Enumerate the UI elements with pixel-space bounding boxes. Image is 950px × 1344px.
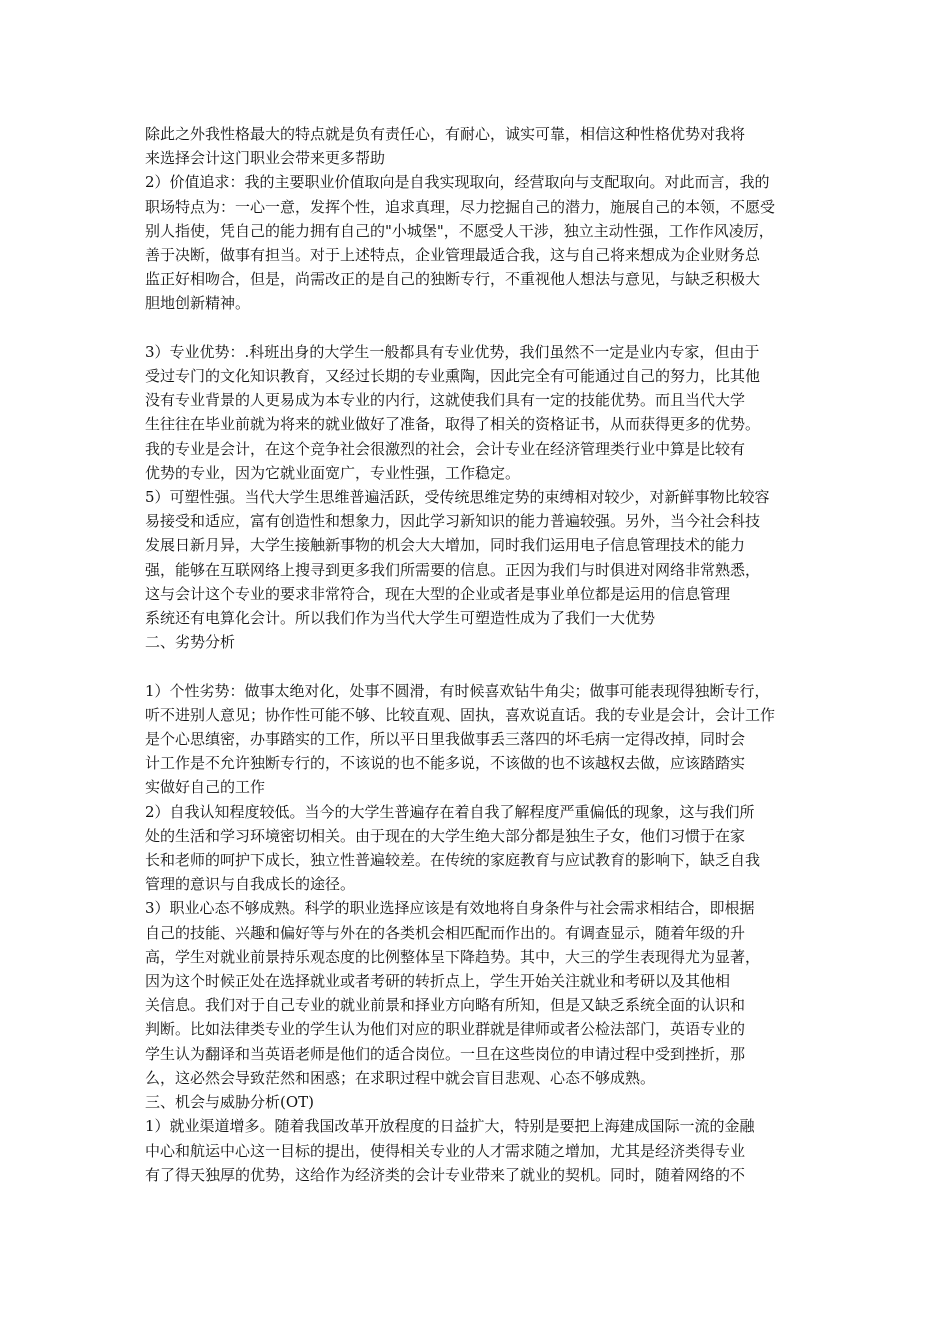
- blank-line: [145, 316, 815, 340]
- text-line: 3）职业心态不够成熟。科学的职业选择应该是有效地将自身条件与社会需求相结合，即根据: [145, 899, 755, 918]
- text-line: 受过专门的文化知识教育，又经过长期的专业熏陶，因此完全有可能通过自己的努力，比其他: [145, 367, 761, 386]
- text-line: 2）自我认知程度较低。当今的大学生普遍存在着自我了解程度严重偏低的现象，这与我们所: [145, 802, 755, 821]
- text-line: 这与会计这个专业的要求非常符合，现在大型的企业或者是事业单位都是运用的信息管理: [145, 584, 731, 603]
- text-line: 系统还有电算化会计。所以我们作为当代大学生可塑造性成为了我们一大优势: [145, 609, 656, 628]
- text-line: 没有专业背景的人更易成为本专业的内行，这就使我们具有一定的技能优势。而且当代大学: [145, 391, 746, 410]
- text-line: 1）个性劣势：做事太绝对化，处事不圆滑，有时候喜欢钻牛角尖；做事可能表现得独断专行，: [145, 681, 770, 700]
- section-heading: 三、机会与威胁分析(OT): [145, 1093, 315, 1112]
- text-line: 我的专业是会计，在这个竞争社会很激烈的社会，会计专业在经济管理类行业中算是比较有: [145, 439, 746, 458]
- blank-line: [145, 654, 815, 678]
- text-line: 强，能够在互联网络上搜寻到更多我们所需要的信息。正因为我们与时俱进对网络非常熟悉，: [145, 560, 761, 579]
- text-line: 学生认为翻译和当英语老师是他们的适合岗位。一旦在这些岗位的申请过程中受到挫折，那: [145, 1044, 746, 1063]
- text-line: 是个心思缜密，办事踏实的工作，所以平日里我做事丢三落四的坏毛病一定得改掉，同时会: [145, 730, 746, 749]
- text-line: 有了得天独厚的优势，这给作为经济类的会计专业带来了就业的契机。同时，随着网络的不: [145, 1165, 746, 1184]
- text-line: 么，这必然会导致茫然和困惑；在求职过程中就会盲目悲观、心态不够成熟。: [145, 1068, 656, 1087]
- text-line: 优势的专业，因为它就业面宽广，专业性强，工作稳定。: [145, 463, 521, 482]
- text-line: 善于决断，做事有担当。对于上述特点，企业管理最适合我，这与自己将来想成为企业财务总: [145, 246, 761, 265]
- text-line: 易接受和适应，富有创造性和想象力，因此学习新知识的能力普遍较强。另外，当今社会科技: [145, 512, 761, 531]
- text-line: 发展日新月异，大学生接触新事物的机会大大增加，同时我们运用电子信息管理技术的能力: [145, 536, 746, 555]
- section-heading: 二、劣势分析: [145, 633, 236, 652]
- text-line: 5）可塑性强。当代大学生思维普遍活跃，受传统思维定势的束缚相对较少，对新鲜事物比较容: [145, 488, 770, 507]
- text-line: 2）价值追求：我的主要职业价值取向是自我实现取向，经营取向与支配取向。对此而言，我的: [145, 173, 770, 192]
- text-line: 职场特点为：一心一意，发挥个性，追求真理，尽力挖掘自己的潜力，施展自己的本领，不愿受: [145, 197, 776, 216]
- document-page: [145, 122, 815, 1187]
- text-line: 中心和航运中心这一目标的提出，使得相关专业的人才需求随之增加，尤其是经济类得专业: [145, 1141, 746, 1160]
- text-line: 除此之外我性格最大的特点就是负有责任心，有耐心，诚实可靠，相信这种性格优势对我将: [145, 125, 746, 143]
- text-line: 别人指使，凭自己的能力拥有自己的"小城堡"，不愿受人干涉，独立主动性强，工作作风凌厉，: [145, 221, 774, 240]
- text-line: 实做好自己的工作: [145, 778, 266, 797]
- text-line: 来选择会计这门职业会带来更多帮助: [145, 149, 386, 168]
- text-line: 处的生活和学习环境密切相关。由于现在的大学生绝大部分都是独生子女，他们习惯于在家: [145, 826, 746, 845]
- text-line: 高，学生对就业前景持乐观态度的比例整体呈下降趋势。其中，大三的学生表现得尤为显著，: [145, 947, 761, 966]
- text-line: 自己的技能、兴趣和偏好等与外在的各类机会相匹配而作出的。有调查显示，随着年级的升: [145, 923, 746, 942]
- text-line: 3）专业优势：.科班出身的大学生一般都具有专业优势，我们虽然不一定是业内专家，但由于: [145, 342, 760, 361]
- text-line: 判断。比如法律类专业的学生认为他们对应的职业群就是律师或者公检法部门，英语专业的: [145, 1020, 746, 1039]
- text-line: 监正好相吻合，但是，尚需改正的是自己的独断专行，不重视他人想法与意见，与缺乏积极大: [145, 270, 761, 289]
- text-line: 生往往在毕业前就为将来的就业做好了准备，取得了相关的资格证书，从而获得更多的优势。: [145, 415, 761, 434]
- text-line: 管理的意识与自我成长的途径。: [145, 875, 356, 894]
- text-line: 因为这个时候正处在选择就业或者考研的转折点上，学生开始关注就业和考研以及其他相: [145, 972, 731, 991]
- text-line: 1）就业渠道增多。随着我国改革开放程度的日益扩大，特别是要把上海建成国际一流的金融: [145, 1117, 755, 1136]
- text-line: 长和老师的呵护下成长，独立性普遍较差。在传统的家庭教育与应试教育的影响下，缺乏自我: [145, 851, 761, 870]
- text-line: 关信息。我们对于自己专业的就业前景和择业方向略有所知，但是又缺乏系统全面的认识和: [145, 996, 746, 1015]
- text-line: 计工作是不允许独断专行的，不该说的也不能多说，不该做的也不该越权去做，应该踏踏实: [145, 754, 746, 773]
- text-line: 胆地创新精神。: [145, 294, 251, 313]
- text-line: 听不进别人意见；协作性可能不够、比较直观、固执，喜欢说直话。我的专业是会计，会计工作: [145, 705, 776, 724]
